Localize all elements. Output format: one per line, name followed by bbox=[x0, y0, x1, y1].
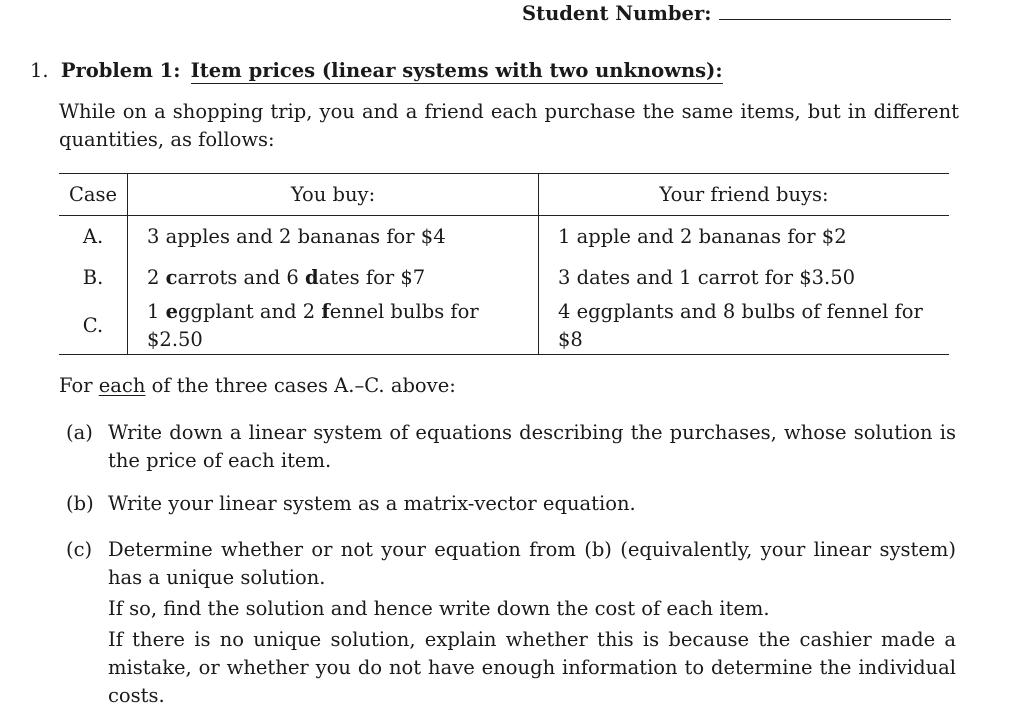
problem-heading bbox=[30, 57, 723, 85]
item-text: Write down a linear system of equations describing the purchases, whose solution is the price of each item. bbox=[108, 421, 956, 472]
header-case: Case bbox=[59, 174, 128, 216]
you-buy-text: 1 bbox=[147, 300, 166, 323]
header-you-buy: You buy: bbox=[128, 174, 539, 216]
intro-paragraph: While on a shopping trip, you and a friend each purchase the same items, but in different quantities, as follows: bbox=[59, 100, 959, 151]
you-buy-text: arrots and 6 bbox=[177, 265, 306, 289]
you-buy-text: 3 apples and 2 bananas for $4 bbox=[147, 224, 446, 248]
item-label: (c) bbox=[66, 538, 93, 561]
variable-letter: c bbox=[165, 265, 178, 289]
for-each-text: For bbox=[59, 374, 99, 397]
item-label: (a) bbox=[66, 421, 93, 444]
header-friend-buys: Your friend buys: bbox=[659, 182, 829, 206]
item-text-followup: If so, find the solution and hence write down the cost of each item. bbox=[108, 597, 770, 620]
you-buy-cell bbox=[128, 257, 539, 298]
variable-letter: e bbox=[165, 300, 179, 323]
table-row bbox=[59, 216, 949, 258]
friend-buys-cell: 3 dates and 1 carrot for $3.50 bbox=[558, 265, 856, 289]
purchases-table bbox=[59, 173, 949, 355]
table-header-row bbox=[59, 174, 949, 216]
question-item-a bbox=[66, 419, 956, 475]
variable-letter: f bbox=[321, 300, 330, 323]
case-cell: B. bbox=[59, 257, 128, 298]
case-cell: A. bbox=[59, 216, 128, 258]
table-row bbox=[59, 257, 949, 298]
for-each-instruction bbox=[59, 372, 456, 400]
you-buy-cell bbox=[128, 216, 539, 258]
you-buy-text: ennel bulbs for $2.50 bbox=[147, 300, 479, 351]
student-number-blank-line[interactable] bbox=[719, 9, 951, 20]
you-buy-text: 2 bbox=[147, 265, 166, 289]
question-item-c bbox=[66, 536, 956, 710]
case-cell: C. bbox=[59, 298, 128, 355]
problem-label: Problem 1: bbox=[60, 59, 181, 82]
student-number-label: Student Number: bbox=[522, 2, 712, 25]
problem-title: Item prices (linear systems with two unknowns): bbox=[190, 59, 723, 82]
you-buy-text: ates for $7 bbox=[318, 265, 426, 289]
you-buy-text: ggplant and 2 bbox=[178, 300, 322, 323]
table-row bbox=[59, 298, 949, 355]
variable-letter: d bbox=[305, 265, 319, 289]
item-label: (b) bbox=[66, 492, 94, 515]
item-text-followup: If there is no unique solution, explain whether this is because the cashier made a mistake, or whether you do not have enough information to determine the individual costs. bbox=[108, 628, 956, 707]
friend-buys-cell: 1 apple and 2 bananas for $2 bbox=[558, 224, 847, 248]
for-each-text: of the three cases A.–C. above: bbox=[145, 374, 456, 397]
item-text: Write your linear system as a matrix-vector equation. bbox=[108, 492, 636, 515]
you-buy-cell bbox=[128, 298, 539, 355]
item-text-block bbox=[108, 536, 956, 710]
question-item-b bbox=[66, 490, 956, 518]
student-number-field bbox=[522, 0, 951, 28]
problem-number: 1. bbox=[30, 59, 49, 82]
for-each-emphasis: each bbox=[98, 374, 146, 397]
item-text: Determine whether or not your equation from (b) (equivalently, your linear system) has a unique solution. bbox=[108, 538, 956, 589]
friend-buys-cell: 4 eggplants and 8 bulbs of fennel for $8 bbox=[558, 300, 923, 351]
